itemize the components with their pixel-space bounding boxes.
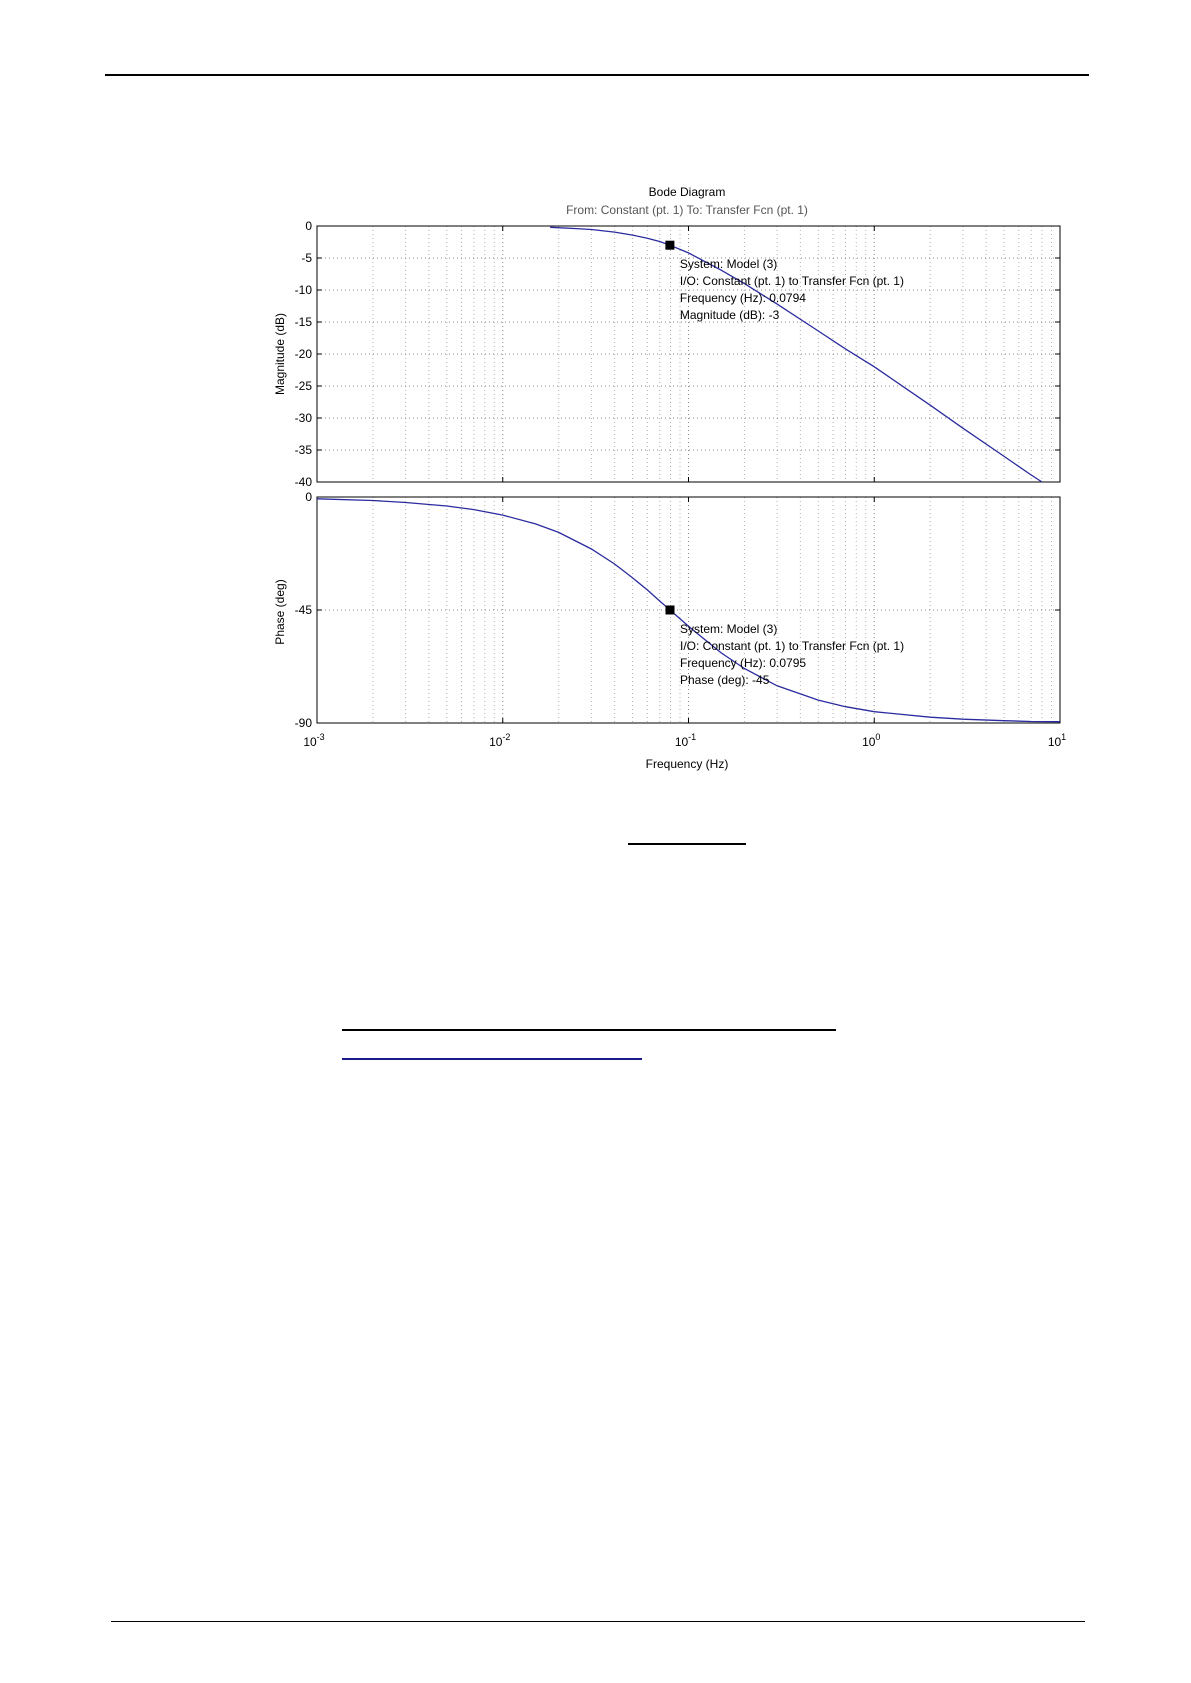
x-tick-label	[489, 732, 510, 749]
magnitude-ytick-label: -10	[294, 283, 312, 297]
x-tick-label	[303, 732, 324, 749]
magnitude-datatip-line: System: Model (3)	[679, 257, 778, 272]
x-tick-base: 10	[1047, 735, 1062, 749]
magnitude-ytick-label: -35	[294, 443, 312, 457]
x-tick-exponent: -1	[688, 732, 697, 742]
magnitude-ytick-label: -30	[294, 411, 312, 425]
phase-datatip-line: Frequency (Hz): 0.0795	[679, 656, 807, 670]
phase-datatip-line: System: Model (3)	[679, 622, 778, 636]
x-tick-label	[675, 732, 696, 749]
magnitude-ytick-label: -40	[294, 475, 312, 489]
phase-series-line	[317, 499, 1060, 722]
x-tick-exponent: -2	[502, 732, 511, 742]
phase-datatip-line: Phase (deg): -45	[679, 673, 770, 687]
x-axis-label: Frequency (Hz)	[645, 757, 729, 771]
magnitude-panel	[295, 219, 1060, 489]
phase-datatip-line: I/O: Constant (pt. 1) to Transfer Fcn (pt. 1)	[679, 639, 905, 653]
x-tick-exponent: 0	[875, 732, 881, 742]
phase-ytick-label: -90	[294, 716, 312, 730]
magnitude-series-line	[550, 227, 1042, 482]
phase-ytick-label: -45	[294, 603, 312, 617]
x-tick-exponent: -3	[316, 732, 325, 742]
bode-diagram	[0, 0, 1191, 800]
magnitude-ytick-label: 0	[305, 219, 312, 233]
blank-underline	[628, 843, 746, 845]
chart-subtitle: From: Constant (pt. 1) To: Transfer Fcn (pt. 1)	[566, 203, 808, 217]
x-tick-base: 10	[674, 735, 689, 749]
magnitude-datatip-line: I/O: Constant (pt. 1) to Transfer Fcn (pt. 1)	[679, 274, 904, 289]
magnitude-ylabel: Magnitude (dB)	[273, 312, 287, 396]
x-tick-exponent: 1	[1061, 732, 1067, 742]
link-line-2[interactable]	[342, 1058, 642, 1060]
x-tick-base: 10	[489, 735, 503, 749]
magnitude-ytick-label: -25	[294, 379, 312, 393]
x-tick-label	[1048, 732, 1066, 749]
x-tick-label	[862, 732, 880, 749]
link-line-1[interactable]	[342, 1029, 836, 1031]
phase-ytick-label: 0	[305, 490, 312, 504]
x-tick-base: 10	[862, 735, 876, 749]
magnitude-ytick-label: -5	[301, 251, 312, 265]
magnitude-ytick-label: -15	[294, 315, 312, 329]
chart-title: Bode Diagram	[648, 185, 726, 199]
x-tick-base: 10	[303, 735, 317, 749]
magnitude-ytick-label: -20	[294, 347, 312, 361]
magnitude-datatip-marker	[665, 241, 674, 250]
magnitude-datatip-line: Magnitude (dB): -3	[679, 308, 780, 323]
phase-panel	[295, 490, 1060, 730]
phase-ylabel: Phase (deg)	[273, 579, 287, 645]
magnitude-datatip-line: Frequency (Hz): 0.0794	[679, 291, 806, 306]
phase-datatip-marker	[665, 606, 674, 615]
bottom-rule	[111, 1621, 1085, 1622]
